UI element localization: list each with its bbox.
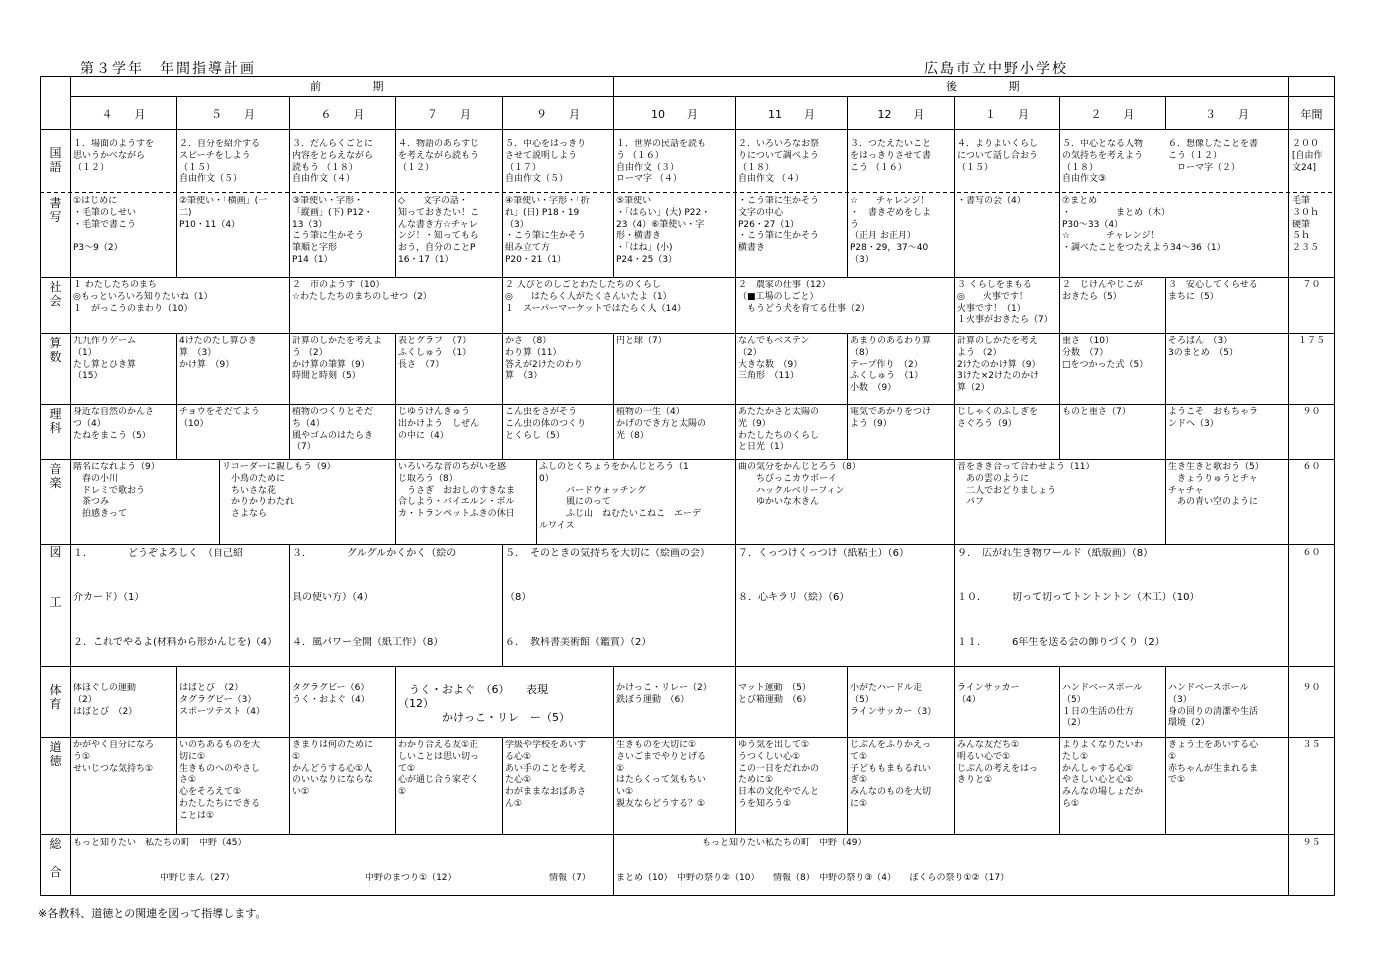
shosha-cell-jan: ・書写の会（4）: [957, 196, 1026, 206]
kokugo-cell-may: ２．自分を紹介する スピーチをしよう （１５） 自由作文（５）: [179, 139, 261, 185]
rika-cell-apr: 身近な自然のかんさ つ（4） たねをまこう（5）: [73, 407, 155, 441]
rika-cell-jul: じゆうけんきゅう 出かけよう しぜん の中に（4）: [398, 407, 480, 441]
kokugo-yearly: ２００ [自由作 文24]: [1292, 139, 1323, 173]
ongaku-cell-2: リコーダーに親しもう（9） 小鳥のために ちいさな花 かりかりわたれ さよなら: [222, 462, 336, 520]
zuko-yearly: ６０: [1302, 548, 1321, 558]
month-header-oct: 10 月: [651, 108, 698, 121]
zuko-unit-5a: ５． そのときの気持ちを大切に（絵画の会）: [505, 548, 710, 559]
shosha-cell-jun: ③筆使い・字形・ 「縦画」(下) P12・ 13（3） こう筆に生かそう 筆順と字形 P14（1）: [292, 196, 373, 265]
kokugo-cell-jun: ３．だんらくごとに 内容をとらえながら 読もう （１８） 自由作文（４）: [292, 139, 374, 185]
sansu-cell-sep: かさ （8） わり算（11） 答えが2けたのわり 算 （3）: [505, 336, 583, 382]
ongaku-cell-6: 音をきき合って合わせよう（11） あの雲のように 二人でおどりましょう パフ: [957, 462, 1095, 508]
sansu-cell-feb: 重さ （10） 分数 （7） □をつかった式（5）: [1062, 336, 1149, 370]
zuko-unit-1b: 介カード）（1）: [73, 592, 145, 603]
subject-shakai: 社 会: [49, 280, 62, 308]
month-header-sep: ９ 月: [536, 108, 580, 121]
kokugo-cell-oct: １．世界の民話を読も う （１６） 自由作文（３） ローマ字 （４）: [616, 139, 707, 185]
subject-kokugo: 国 語: [49, 146, 62, 174]
sogo-yearly: ９５: [1302, 838, 1321, 848]
zuko-unit-5b: （8）: [505, 592, 532, 603]
taiiku-cell-9: ハンドベースボール （5） １日の生活の仕方 （2）: [1062, 683, 1143, 729]
rika-cell-oct: 植物の一生（4） かげのでき方と太陽の 光（8）: [616, 407, 707, 441]
footnote: ※各教科、道徳との関連を図って指導します。: [38, 907, 267, 920]
shosha-cell-nov: ・こう筆に生かそう 文字の中心 P26・27（1） ・こう筆に生かそう 横書き: [738, 196, 820, 254]
taiiku-yearly: ９０: [1302, 683, 1321, 693]
month-header-nov: 11 月: [768, 108, 815, 121]
month-header-feb: ２ 月: [1090, 108, 1135, 121]
ongaku-yearly: ６０: [1302, 462, 1321, 472]
shosha-cell-may: ②筆使い・「横画」(一 二) P10・11（4）: [179, 196, 268, 230]
dotoku-cell-may: いのちあるものを大 切に① 生きものへのやさし さ① 心をそろえて① わたしたちにできる ことは①: [179, 740, 261, 821]
sogo-first-theme: もっと知りたい 私たちの町 中野（45）: [73, 838, 247, 848]
sansu-cell-oct: 円と球（7）: [616, 336, 667, 346]
term-first-header: 前 期: [310, 80, 408, 93]
taiiku-cell-1: 体ほぐしの運動 （2） はばとび （2）: [73, 683, 138, 717]
zuko-unit-6: ６． 教科書美術館（鑑賞）（2）: [505, 637, 652, 648]
sansu-cell-jan: 計算のしかたを考え よう （2） 2けたのかけ算（9） 3けた×2けたのかけ 算（2）: [957, 336, 1041, 394]
kokugo-cell-dec: ３．つたえたいこと をはっきりさせて書 こう （１６）: [850, 139, 932, 173]
rika-cell-sep: こん虫をさがそう こん虫の体のつくり とくらし（5）: [505, 407, 587, 441]
rika-cell-mar: ようこそ おもちゃラ ンドへ（3）: [1168, 407, 1259, 429]
month-header-apr: ４ 月: [101, 108, 146, 121]
taiiku-cell-7: 小がたハードル走 （5） ラインサッカー（3）: [850, 683, 937, 717]
rika-cell-may: チョウをそだてよう （10）: [179, 407, 260, 429]
rika-cell-jun: 植物のつくりとそだ ち（4） 風やゴムのはたらき （7）: [292, 407, 374, 453]
zuko-unit-11: １１． 6年生を送る会の飾りづくり（2）: [957, 637, 1165, 648]
kokugo-cell-apr: １．場面のようすを 思いうかべながら （１２）: [73, 139, 155, 173]
shakai-cell-6: ２ じけんやじこが おきたら（5）: [1062, 280, 1144, 302]
dotoku-cell-jul: わかり合える友①正 しいことは思い切っ て① 心が通じ合う家ぞく ①: [398, 740, 480, 798]
sansu-cell-may: 4けたのたし算ひき 算 （3） かけ算 （9）: [179, 336, 257, 370]
yearly-header: 年間: [1300, 108, 1323, 121]
subject-taiiku: 体 育: [49, 683, 62, 711]
zuko-unit-3b: 具の使い方）（4）: [292, 592, 374, 603]
shakai-cell-7: ３ 安心してくらせる まちに（5）: [1168, 280, 1258, 302]
subject-shosha: 書 写: [49, 196, 62, 224]
zuko-unit-4: ４．風パワー全開（紙工作）（8）: [292, 637, 444, 648]
page-title: 第３学年 年間指導計画: [80, 61, 256, 77]
taiiku-cell-8: ラインサッカー （4）: [957, 683, 1020, 705]
zuko-unit-8: ８．心キラリ（絵）（6）: [738, 592, 850, 603]
dotoku-cell-mar: きょう土をあいする心 ① 赤ちゃんが生まれるま で①: [1168, 740, 1259, 786]
zuko-unit-10: １０． 切って切ってトントントン（木工）（10）: [957, 592, 1200, 603]
month-header-may: ５ 月: [211, 108, 255, 121]
shosha-cell-oct: ⑤筆使い ・「はらい」(大) P22・ 23（4）⑥筆使い・字 形・横書き ・「はね」(小) P24・25（3）: [616, 196, 711, 265]
ongaku-cell-5: 曲の気分をかんじとろう（8） ちびっこカウボーイ ハックルベリーフィン ゆかいな木きん: [738, 462, 861, 508]
rika-cell-nov: あたたかさと太陽の 光（9） わたしたちのくらし と日光（1）: [738, 407, 820, 453]
zuko-unit-1a: １． どうぞよろしく （自己紹: [73, 548, 243, 559]
dotoku-cell-jun: きまりは何のために ① かんどうする心①人 のいいなりにならな い①: [292, 740, 374, 798]
shosha-cell-jul: ◇ 文字の話・ 知っておきたい！こ んな書き方☆チャレ ンジ！・知ってもら おう，自分のことP 16・17（1）: [398, 196, 480, 265]
month-header-jun: ６ 月: [320, 108, 365, 121]
month-header-jan: １ 月: [985, 108, 1029, 121]
taiiku-cell-3: タグラグビー（6） うく・およぐ（4）: [292, 683, 370, 705]
taiiku-cell-5: かけっこ・リレー（2） 鉄ぼう運動 （6）: [616, 683, 712, 705]
sogo-unit-joho-first: 情報（7）: [549, 873, 591, 883]
sansu-cell-jun: 計算のしかたを考えよ う （2） かけ算の筆算（9） 時間と時刻（5）: [292, 336, 383, 382]
zuko-unit-3a: ３． グルグルかくかく（絵の: [292, 548, 457, 559]
subject-sansu: 算 数: [49, 336, 62, 364]
kokugo-cell-sep: ５．中心をはっきり させて説明しよう （１７） 自由作文（５）: [505, 139, 587, 185]
rika-cell-dec: 電気であかりをつけ よう（9）: [850, 407, 932, 429]
taiiku-cell-6: マット運動 （5） とび箱運動 （6）: [738, 683, 812, 705]
school-name: 広島市立中野小学校: [924, 61, 1068, 77]
zuko-unit-7: ７．くっつけくっつけ（紙粘土）（6）: [738, 548, 909, 559]
shakai-cell-4: ２ 農家の仕事（12） （■工場のしごと） もうどう犬を育てる仕事（2）: [738, 280, 870, 314]
month-header-jul: ７ 月: [427, 108, 471, 121]
sansu-cell-jul: 表とグラフ （7） ふくしゅう （1） 長さ （7）: [398, 336, 472, 370]
dotoku-cell-jan: みんな友だち① 明るい心で① じぶんの考えをはっ きりと①: [957, 740, 1039, 786]
taiiku-cell-10: ハンドベースボール （3） 身の回りの清潔や生活 環境（2）: [1168, 683, 1259, 729]
zuko-unit-9: ９． 広がれ生き物ワールド（紙版画）（8）: [957, 548, 1154, 559]
shosha-cell-dec: ☆ チャレンジ！ ・ 書きぞめをしよ う （正月 お正月） P28・29，37～40 （3）: [850, 196, 932, 265]
subject-dotoku: 道 徳: [49, 740, 62, 768]
sansu-cell-mar: そろばん （3） 3のまとめ （5）: [1168, 336, 1238, 358]
subject-zuko: 図 工: [49, 545, 62, 609]
ongaku-cell-4: ふしのとくちょうをかんじとろう（1 0） バードウォッチング 風にのって ふじ山 ねむたいこねこ エーデ ルワイス: [539, 462, 702, 531]
ongaku-cell-7: 生き生きと歌おう（5） きょうりゅうとチャ チャチャ あの青い空のように: [1168, 462, 1264, 508]
dotoku-cell-dec: じぶんをふりかえっ て① 子どももまもるれい ぎ① みんなのものを大切 に①: [850, 740, 932, 809]
kokugo-cell-jan: ４．よりよいくらし について話し合おう （１５）: [957, 139, 1039, 173]
taiiku-cell-2: はばとび （2） タグラグビー（3） スポーツテスト（4）: [179, 683, 266, 717]
shakai-yearly: ７０: [1302, 280, 1321, 290]
subject-rika: 理 科: [49, 407, 62, 435]
dotoku-cell-apr: かがやく自分になろ う① せいじつな気持ち①: [73, 740, 155, 774]
shakai-cell-1: １ わたしたちのまち ◎もっといろいろ知りたいね（1） １ がっこうのまわり（10）: [73, 280, 213, 314]
kokugo-cell-jul: ４．物語のあらすじ を考えながら読もう （１２）: [398, 139, 480, 173]
dotoku-yearly: ３５: [1302, 740, 1321, 750]
term-second-header: 後 期: [946, 80, 1044, 93]
rika-cell-jan: じしゃくのふしぎを さぐろう（9）: [957, 407, 1039, 429]
dotoku-cell-feb: よりよくなりたいわ たし① かんしゃする心① やさしい心と心① みんなの場しょだか ら①: [1062, 740, 1144, 809]
ongaku-cell-3: いろいろな音のちがいを感 じ取ろう（8） うさぎ おおしのすきなま 合しよう・バイエルン・ボル カ・トランペットふきの休日: [398, 462, 516, 520]
sansu-cell-nov: なんでもベステン （2） 大きな数 （9） 三角形 （11）: [738, 336, 810, 382]
rika-cell-feb: ものと重さ（7）: [1062, 407, 1131, 417]
shosha-yearly: 毛筆 ３０ｈ 硬筆 ５ｈ ２３５: [1292, 196, 1320, 254]
shakai-cell-3: ２ 人びとのしごとわたしたちのくらし ◎ はたらく人がたくさんいたよ（1） １ スーパーマーケットではたらく人（14）: [505, 280, 687, 314]
zuko-unit-2: ２．これでやるよ(材料から形かんじを)（4）: [73, 637, 278, 648]
subject-ongaku: 音 楽: [49, 462, 62, 490]
dotoku-cell-oct: 生きものを大切に① さいごまでやりとげる ① はたらくって気もちい い① 親友ならどうする？①: [616, 740, 707, 809]
shosha-cell-feb-mar: ⑦まとめ ・ まとめ（木） P30～33（4） ☆ チャレンジ！ ・調べたことをつたえよう34～36（1）: [1062, 196, 1226, 254]
subject-sogo: 総 合: [49, 837, 62, 879]
sogo-unit-nakano-matsuri: 中野のまつり①（12）: [365, 873, 457, 883]
sansu-cell-apr: 九九作りゲーム （1） たし算とひき算 （15）: [73, 336, 137, 382]
kokugo-cell-nov: ２．いろいろなお祭 りについて調べよう （１８） 自由作文 （４）: [738, 139, 820, 185]
sansu-yearly: １７５: [1297, 336, 1325, 346]
sogo-second-theme: もっと知りたい私たちの町 中野（49）: [702, 838, 867, 848]
sogo-unit-nakano-jiman: 中野じまん（27）: [160, 873, 235, 883]
shakai-cell-2: ２ 市のようす（10） ☆わたしたちのまちのしせつ（2）: [292, 280, 432, 302]
month-header-mar: ３ 月: [1205, 108, 1249, 121]
kokugo-cell-feb: ５．中心となる人物 の気持ちを考えよう （１８） 自由作文③: [1062, 139, 1144, 185]
shosha-cell-sep: ④筆使い・字形・「折 れ」(日) P18・19 （3） ・こう筆に生かそう 組み立て方 P20・21（1）: [505, 196, 590, 265]
month-header-dec: 12 月: [877, 108, 925, 121]
sansu-cell-dec: あまりのあるわり算 （8） テープ作り （2） ふくしゅう （1） 小数 （9）: [850, 336, 932, 394]
dotoku-cell-nov: ゆう気を出して① うつくしい心① この一日をだれかの ために① 日本の文化やでんと うを知ろう①: [738, 740, 820, 809]
dotoku-cell-sep: 学級や学校をあいす る心① あい手のことを考え た心① わがままなおばあさ ん①: [505, 740, 587, 809]
kokugo-cell-mar: ６．想像したことを書 こう（１２） ローマ字（２）: [1168, 139, 1259, 173]
shakai-cell-5: ３ くらしをまもる ◎ 火事です！ 火事です！（1） １火事がおきたら（7）: [957, 280, 1053, 326]
taiiku-cell-4: うく・およぐ （6） 表現 （12） かけっこ・リレ ー（5）: [398, 683, 570, 724]
sogo-units-second: まとめ（10） 中野の祭り②（10） 情報（8） 中野の祭り③（4） ぼくらの祭り①②（17）: [616, 873, 1010, 883]
ongaku-cell-1: 階名になれよう（9） 春の小川 ドレミで歌おう 茶つみ 拍感きって: [73, 462, 160, 520]
rika-yearly: ９０: [1302, 407, 1321, 417]
shosha-cell-apr: ①はじめに ・毛筆のしせい ・毛筆で書こう P3～9（2）: [73, 196, 137, 254]
